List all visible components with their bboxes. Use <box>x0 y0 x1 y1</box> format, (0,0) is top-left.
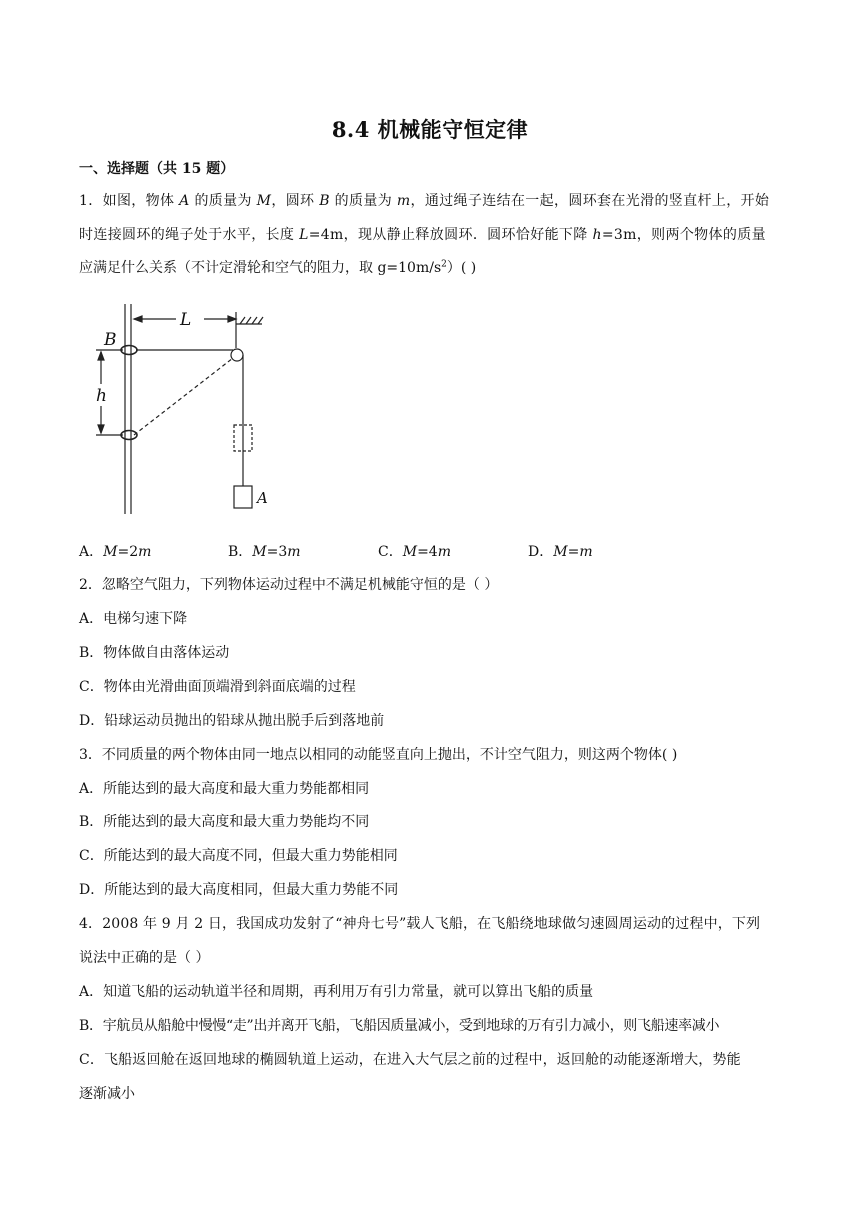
q3-option-c[interactable]: C．所能达到的最大高度不同，但最大重力势能相同 <box>79 848 398 864</box>
q1-stem-line-1: 1．如图，物体 A 的质量为 M，圆环 B 的质量为 m，通过绳子连结在一起，圆环套在光滑的竖直杆上，开始 <box>79 193 770 209</box>
pulley-diagram <box>96 304 286 518</box>
label-b: B <box>104 330 117 350</box>
q2-option-b[interactable]: B．物体做自由落体运动 <box>79 645 230 661</box>
q4-stem-line-1: 4．2008 年 9 月 2 日，我国成功发射了“神舟七号”载人飞船，在飞船绕地球做匀速圆周运动的过程中，下列 <box>79 916 761 932</box>
q1-option-a[interactable]: A．M=2m <box>79 544 152 560</box>
q1-option-b[interactable]: B．M=3m <box>228 544 301 560</box>
page-title: 8.4 机械能守恒定律 <box>331 117 529 142</box>
section-heading: 一、选择题（共 15 题） <box>79 161 235 177</box>
q4-option-c-line-1[interactable]: C．飞船返回舱在返回地球的椭圆轨道上运动，在进入大气层之前的过程中，返回舱的动能逐渐增大，势能 <box>79 1052 741 1068</box>
q4-stem-line-2: 说法中正确的是（ ） <box>79 950 210 966</box>
ring-b <box>121 346 137 355</box>
rope-dashed <box>134 358 233 435</box>
q4-option-b[interactable]: B．宇航员从船舱中慢慢“走”出并离开飞船，飞船因质量减小，受到地球的万有引力减小，则飞船速率减小 <box>79 1018 720 1034</box>
q4-option-c-line-2[interactable]: 逐渐减小 <box>79 1086 135 1102</box>
q2-option-c[interactable]: C．物体由光滑曲面顶端滑到斜面底端的过程 <box>79 679 356 695</box>
q4-option-a[interactable]: A．知道飞船的运动轨道半径和周期，再利用万有引力常量，就可以算出飞船的质量 <box>79 984 594 1000</box>
q2-option-d[interactable]: D．铅球运动员抛出的铅球从抛出脱手后到落地前 <box>79 713 385 729</box>
q2-option-a[interactable]: A．电梯匀速下降 <box>79 611 188 627</box>
label-l: L <box>180 310 192 330</box>
q2-stem: 2．忽略空气阻力，下列物体运动过程中不满足机械能守恒的是（ ） <box>79 577 499 593</box>
q3-option-d[interactable]: D．所能达到的最大高度相同，但最大重力势能不同 <box>79 882 399 898</box>
q1-stem-line-3: 应满足什么关系（不计定滑轮和空气的阻力，取 $g=10m/s^2$）( ) <box>79 259 477 276</box>
q1-stem-line-2: 时连接圆环的绳子处于水平，长度 L=4m，现从静止释放圆环．圆环恰好能下降 h=3m，则两个物体的质量 <box>79 227 766 243</box>
q1-option-d[interactable]: D．M=m <box>528 544 593 560</box>
label-a: A <box>257 489 268 507</box>
label-h: h <box>96 386 107 406</box>
q3-option-a[interactable]: A．所能达到的最大高度和最大重力势能都相同 <box>79 781 370 797</box>
q3-stem: 3．不同质量的两个物体由同一地点以相同的动能竖直向上抛出，不计空气阻力，则这两个物体( ) <box>79 747 678 763</box>
q3-option-b[interactable]: B．所能达到的最大高度和最大重力势能均不同 <box>79 814 370 830</box>
q1-option-c[interactable]: C．M=4m <box>378 544 451 560</box>
pulley-wheel <box>231 349 243 361</box>
block-a <box>234 486 252 508</box>
